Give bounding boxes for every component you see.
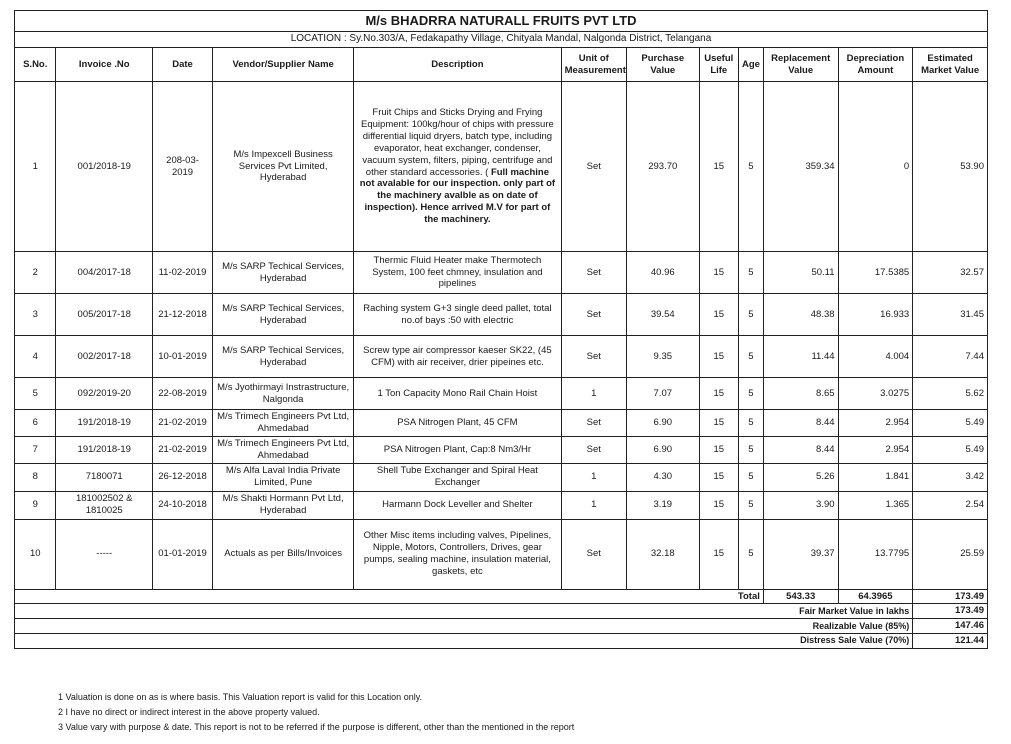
cell-invoice: 191/2018-19: [56, 410, 152, 437]
cell-unit: Set: [561, 294, 626, 336]
cell-sno: 3: [15, 294, 56, 336]
cell-invoice: 7180071: [56, 463, 152, 491]
cell-replacement: 359.34: [763, 82, 838, 252]
cell-sno: 6: [15, 410, 56, 437]
description-text: Thermic Fluid Heater make Thermotech System, 100 feet chmney, insulation and pipelines: [372, 254, 543, 290]
cell-age: 5: [738, 336, 763, 378]
cell-purchase: 9.35: [626, 336, 699, 378]
cell-vendor: M/s SARP Techical Services, Hyderabad: [213, 252, 354, 294]
cell-market: 53.90: [913, 82, 988, 252]
cell-vendor: M/s Alfa Laval India Private Limited, Pune: [213, 463, 354, 491]
table-row: [15, 410, 988, 437]
summary-row: [15, 604, 988, 619]
cell-depreciation: 4.004: [838, 336, 913, 378]
cell-date: 21-12-2018: [152, 294, 212, 336]
note-item: 1 Valuation is done on as is where basis. This Valuation report is valid for this Location only.: [58, 692, 423, 702]
cell-date: 21-02-2019: [152, 436, 212, 463]
description-text: PSA Nitrogen Plant, 45 CFM: [397, 416, 518, 428]
description-text: Other Misc items including valves, Pipelines, Nipple, Motors, Controllers, Drives, gear pumps, sealing machine, insulation material, gaskets, etc: [363, 530, 552, 577]
cell-invoice: 191/2018-19: [56, 436, 152, 463]
description-text: Raching system G+3 single deed pallet, total no.of bays :50 with electric: [363, 302, 552, 326]
cell-unit: Set: [561, 252, 626, 294]
company-title: M/s BHADRRA NATURALL FRUITS PVT LTD: [15, 11, 988, 32]
cell-replacement: 39.37: [763, 519, 838, 589]
total-replacement: 543.33: [763, 589, 838, 604]
cell-description: [354, 463, 561, 491]
description-text: PSA Nitrogen Plant, Cap:8 Nm3/Hr: [383, 443, 532, 455]
total-row: [15, 589, 988, 604]
cell-date: 24-10-2018: [152, 491, 212, 519]
cell-market: 32.57: [913, 252, 988, 294]
table-row: [15, 436, 988, 463]
cell-sno: 2: [15, 252, 56, 294]
cell-sno: 9: [15, 491, 56, 519]
cell-sno: 5: [15, 378, 56, 410]
cell-description: [354, 410, 561, 437]
description-text: 1 Ton Capacity Mono Rail Chain Hoist: [377, 387, 538, 399]
cell-date: 01-01-2019: [152, 519, 212, 589]
cell-age: 5: [738, 294, 763, 336]
cell-sno: 7: [15, 436, 56, 463]
cell-invoice: 002/2017-18: [56, 336, 152, 378]
cell-life: 15: [699, 294, 738, 336]
cell-description: [354, 252, 561, 294]
cell-description: [354, 519, 561, 589]
cell-age: 5: [738, 82, 763, 252]
cell-depreciation: 1.365: [838, 491, 913, 519]
cell-invoice: 092/2019-20: [56, 378, 152, 410]
cell-sno: 4: [15, 336, 56, 378]
cell-date: 21-02-2019: [152, 410, 212, 437]
cell-life: 15: [699, 252, 738, 294]
cell-depreciation: 2.954: [838, 436, 913, 463]
notes: [58, 690, 574, 735]
cell-replacement: 5.26: [763, 463, 838, 491]
cell-depreciation: 13.7795: [838, 519, 913, 589]
cell-life: 15: [699, 378, 738, 410]
cell-replacement: 50.11: [763, 252, 838, 294]
cell-unit: 1: [561, 378, 626, 410]
cell-invoice: 181002502 & 1810025: [56, 491, 152, 519]
cell-depreciation: 2.954: [838, 410, 913, 437]
cell-life: 15: [699, 463, 738, 491]
cell-replacement: 8.65: [763, 378, 838, 410]
col-replacement: Replacement Value: [763, 48, 838, 82]
cell-replacement: 48.38: [763, 294, 838, 336]
cell-market: 5.62: [913, 378, 988, 410]
table-row: [15, 519, 988, 589]
cell-date: 22-08-2019: [152, 378, 212, 410]
cell-depreciation: 3.0275: [838, 378, 913, 410]
cell-market: 31.45: [913, 294, 988, 336]
cell-replacement: 11.44: [763, 336, 838, 378]
col-life: Useful Life: [699, 48, 738, 82]
cell-purchase: 32.18: [626, 519, 699, 589]
header-row: [15, 48, 988, 82]
cell-purchase: 4.30: [626, 463, 699, 491]
cell-date: 26-12-2018: [152, 463, 212, 491]
cell-purchase: 3.19: [626, 491, 699, 519]
cell-unit: Set: [561, 436, 626, 463]
cell-replacement: 8.44: [763, 410, 838, 437]
cell-age: 5: [738, 410, 763, 437]
table-row: [15, 491, 988, 519]
cell-age: 5: [738, 378, 763, 410]
table-row: [15, 463, 988, 491]
cell-age: 5: [738, 252, 763, 294]
cell-unit: 1: [561, 491, 626, 519]
col-depreciation: Depreciation Amount: [838, 48, 913, 82]
cell-purchase: 6.90: [626, 436, 699, 463]
cell-life: 15: [699, 519, 738, 589]
cell-unit: Set: [561, 82, 626, 252]
cell-description: [354, 336, 561, 378]
cell-sno: 1: [15, 82, 56, 252]
cell-unit: Set: [561, 336, 626, 378]
cell-vendor: M/s SARP Techical Services, Hyderabad: [213, 336, 354, 378]
cell-life: 15: [699, 336, 738, 378]
cell-unit: Set: [561, 519, 626, 589]
cell-market: 2.54: [913, 491, 988, 519]
table-row: [15, 294, 988, 336]
description-text: Fruit Chips and Sticks Drying and Frying Equipment: 100kg/hour of chips with pressure differential liquid dryers, batch type, including evaporator, heat exchanger, condenser, vacuum system, filters, piping, centrifuge and other standard accessories. (: [361, 107, 554, 178]
cell-sno: 8: [15, 463, 56, 491]
cell-description: [354, 294, 561, 336]
cell-vendor: M/s SARP Techical Services, Hyderabad: [213, 294, 354, 336]
cell-vendor: M/s Jyothirmayi Instrastructure, Nalgonda: [213, 378, 354, 410]
summary-value: 147.46: [913, 619, 988, 634]
cell-market: 3.42: [913, 463, 988, 491]
cell-age: 5: [738, 491, 763, 519]
cell-market: 25.59: [913, 519, 988, 589]
cell-market: 7.44: [913, 336, 988, 378]
cell-depreciation: 17.5385: [838, 252, 913, 294]
col-sno: S.No.: [15, 48, 56, 82]
col-invoice: Invoice .No: [56, 48, 152, 82]
description-text: Shell Tube Exchanger and Spiral Heat Exchanger: [376, 465, 538, 488]
cell-vendor: M/s Shakti Hormann Pvt Ltd, Hyderabad: [213, 491, 354, 519]
cell-purchase: 40.96: [626, 252, 699, 294]
cell-description: [354, 378, 561, 410]
col-unit: Unit of Measurement: [561, 48, 626, 82]
cell-life: 15: [699, 410, 738, 437]
cell-purchase: 293.70: [626, 82, 699, 252]
cell-replacement: 8.44: [763, 436, 838, 463]
cell-vendor: Actuals as per Bills/Invoices: [213, 519, 354, 589]
note-item: 2 I have no direct or indirect interest in the above property valued.: [58, 707, 320, 717]
col-description: Description: [354, 48, 561, 82]
cell-replacement: 3.90: [763, 491, 838, 519]
summary-value: 121.44: [913, 634, 988, 649]
cell-market: 5.49: [913, 436, 988, 463]
cell-date: 10-01-2019: [152, 336, 212, 378]
valuation-sheet: [14, 10, 988, 649]
total-depreciation: 64.3965: [838, 589, 913, 604]
cell-age: 5: [738, 463, 763, 491]
col-age: Age: [738, 48, 763, 82]
table-row: [15, 378, 988, 410]
cell-unit: 1: [561, 463, 626, 491]
total-market: 173.49: [913, 589, 988, 604]
location-line: LOCATION : Sy.No.303/A, Fedakapathy Village, Chityala Mandal, Nalgonda District, Telangana: [15, 32, 988, 48]
cell-life: 15: [699, 436, 738, 463]
cell-life: 15: [699, 82, 738, 252]
col-vendor: Vendor/Supplier Name: [213, 48, 354, 82]
summary-row: [15, 619, 988, 634]
cell-date: 11-02-2019: [152, 252, 212, 294]
cell-date: 208-03-2019: [152, 82, 212, 252]
valuation-table: [14, 10, 988, 649]
cell-depreciation: 1.841: [838, 463, 913, 491]
summary-value: 173.49: [913, 604, 988, 619]
cell-vendor: M/s Impexcell Business Services Pvt Limited, Hyderabad: [213, 82, 354, 252]
cell-unit: Set: [561, 410, 626, 437]
col-purchase: Purchase Value: [626, 48, 699, 82]
cell-vendor: M/s Trimech Engineers Pvt Ltd, Ahmedabad: [213, 436, 354, 463]
cell-depreciation: 16.933: [838, 294, 913, 336]
cell-description: [354, 82, 561, 252]
cell-purchase: 7.07: [626, 378, 699, 410]
summary-label: Distress Sale Value (70%): [15, 634, 913, 649]
table-row: [15, 82, 988, 252]
note-item: 3 Value vary with purpose & date. This report is not to be referred if the purpose is different, other than the mentioned in the report: [58, 722, 575, 732]
cell-invoice: 001/2018-19: [56, 82, 152, 252]
cell-sno: 10: [15, 519, 56, 589]
cell-depreciation: 0: [838, 82, 913, 252]
description-note: Full machine not avalable for our inspection. only part of the machinery avalble as on date of inspection). Hence arrived M.V for part of the machinery.: [359, 166, 556, 225]
cell-invoice: 005/2017-18: [56, 294, 152, 336]
cell-market: 5.49: [913, 410, 988, 437]
cell-life: 15: [699, 491, 738, 519]
cell-age: 5: [738, 519, 763, 589]
cell-purchase: 6.90: [626, 410, 699, 437]
col-date: Date: [152, 48, 212, 82]
cell-invoice: -----: [56, 519, 152, 589]
cell-vendor: M/s Trimech Engineers Pvt Ltd, Ahmedabad: [213, 410, 354, 437]
cell-description: [354, 491, 561, 519]
summary-label: Realizable Value (85%): [15, 619, 913, 634]
total-label: Total: [15, 589, 764, 604]
table-row: [15, 336, 988, 378]
cell-age: 5: [738, 436, 763, 463]
table-row: [15, 252, 988, 294]
cell-purchase: 39.54: [626, 294, 699, 336]
summary-label: Fair Market Value in lakhs: [15, 604, 913, 619]
cell-description: [354, 436, 561, 463]
cell-invoice: 004/2017-18: [56, 252, 152, 294]
description-text: Screw type air compressor kaeser SK22, (45 CFM) with air receiver, drier pipeines etc.: [363, 344, 552, 368]
col-market: Estimated Market Value: [913, 48, 988, 82]
description-text: Harmann Dock Leveller and Shelter: [382, 499, 533, 511]
summary-row: [15, 634, 988, 649]
